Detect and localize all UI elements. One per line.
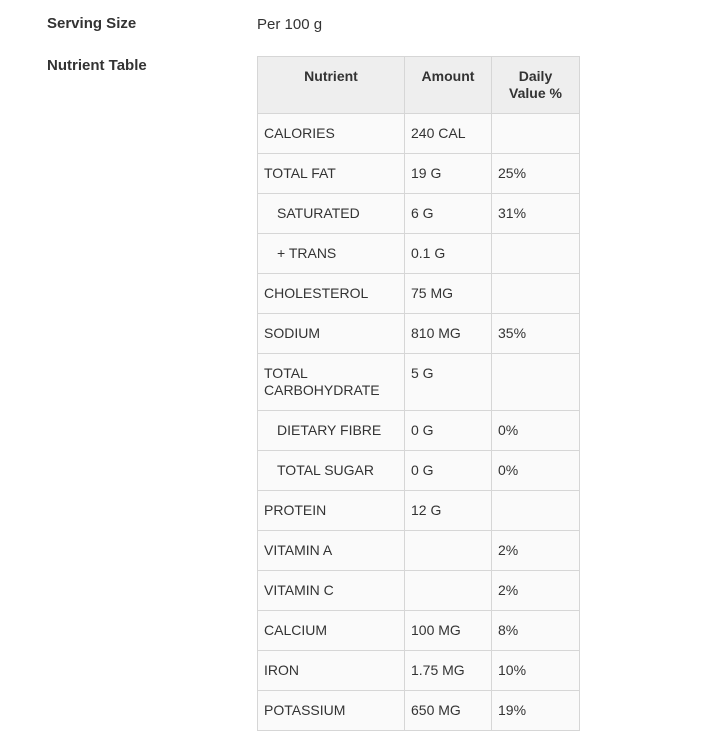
serving-size-value: Per 100 g [257, 16, 323, 33]
table-row [258, 451, 580, 491]
header-daily-value: Daily Value % [492, 57, 580, 114]
serving-size-label: Serving Size [47, 15, 137, 32]
nutrient-cell: DIETARY FIBRE [258, 411, 405, 451]
nutrient-cell: CALORIES [258, 114, 405, 154]
amount-cell [405, 571, 492, 611]
nutrient-cell: PROTEIN [258, 491, 405, 531]
daily-value-cell: 35% [492, 314, 580, 354]
daily-value-cell: 19% [492, 691, 580, 731]
amount-cell: 6 G [405, 194, 492, 234]
table-row [258, 274, 580, 314]
amount-cell: 5 G [405, 354, 492, 411]
table-row [258, 314, 580, 354]
daily-value-cell: 10% [492, 651, 580, 691]
nutrient-cell: + TRANS [258, 234, 405, 274]
nutrient-cell: TOTAL SUGAR [258, 451, 405, 491]
amount-cell: 0 G [405, 451, 492, 491]
table-row [258, 691, 580, 731]
nutrient-cell: SATURATED [258, 194, 405, 234]
daily-value-cell [492, 274, 580, 314]
daily-value-cell [492, 491, 580, 531]
table-row [258, 411, 580, 451]
daily-value-cell: 25% [492, 154, 580, 194]
amount-cell: 240 CAL [405, 114, 492, 154]
table-row [258, 611, 580, 651]
header-amount: Amount [405, 57, 492, 114]
table-row [258, 114, 580, 154]
nutrient-cell: CHOLESTEROL [258, 274, 405, 314]
table-row [258, 354, 580, 411]
table-row [258, 531, 580, 571]
nutrient-cell: TOTAL FAT [258, 154, 405, 194]
daily-value-cell: 0% [492, 411, 580, 451]
daily-value-cell: 8% [492, 611, 580, 651]
nutrient-cell: TOTAL CARBOHYDRATE [258, 354, 405, 411]
nutrient-table [257, 56, 580, 731]
table-row [258, 571, 580, 611]
amount-cell: 0.1 G [405, 234, 492, 274]
daily-value-cell: 31% [492, 194, 580, 234]
daily-value-cell [492, 354, 580, 411]
daily-value-cell [492, 234, 580, 274]
nutrient-cell: SODIUM [258, 314, 405, 354]
table-row [258, 194, 580, 234]
daily-value-cell: 2% [492, 531, 580, 571]
table-row [258, 234, 580, 274]
table-row [258, 154, 580, 194]
nutrient-cell: VITAMIN A [258, 531, 405, 571]
amount-cell: 0 G [405, 411, 492, 451]
table-row [258, 651, 580, 691]
amount-cell: 100 MG [405, 611, 492, 651]
amount-cell: 1.75 MG [405, 651, 492, 691]
nutrient-cell: IRON [258, 651, 405, 691]
table-row [258, 491, 580, 531]
nutrient-table-label: Nutrient Table [47, 57, 147, 74]
nutrient-cell: VITAMIN C [258, 571, 405, 611]
amount-cell [405, 531, 492, 571]
header-nutrient: Nutrient [258, 57, 405, 114]
amount-cell: 12 G [405, 491, 492, 531]
table-header-row [258, 57, 580, 114]
amount-cell: 650 MG [405, 691, 492, 731]
daily-value-cell: 0% [492, 451, 580, 491]
amount-cell: 810 MG [405, 314, 492, 354]
nutrient-cell: CALCIUM [258, 611, 405, 651]
nutrient-cell: POTASSIUM [258, 691, 405, 731]
amount-cell: 75 MG [405, 274, 492, 314]
amount-cell: 19 G [405, 154, 492, 194]
daily-value-cell [492, 114, 580, 154]
daily-value-cell: 2% [492, 571, 580, 611]
